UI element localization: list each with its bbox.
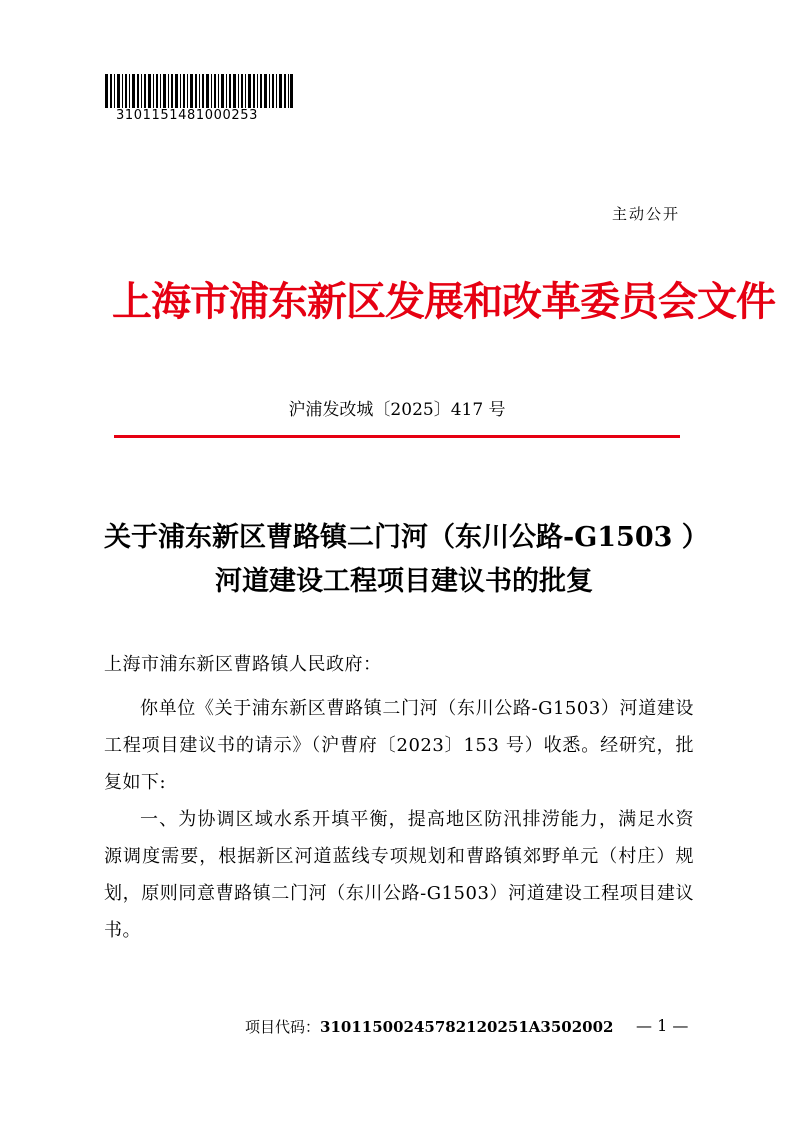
project-code	[245, 1016, 613, 1037]
body-paragraph-1: 你单位《关于浦东新区曹路镇二门河（东川公路-G1503）河道建设工程项目建议书的请示》（沪曹府〔2023〕153 号）收悉。经研究，批复如下:	[104, 698, 694, 793]
project-code-value: 31011500245782120251A3502002	[320, 1018, 614, 1036]
disclosure-label: 主动公开	[612, 205, 681, 223]
salutation: 上海市浦东新区曹路镇人民政府：	[104, 654, 382, 675]
document-title-line-1: 关于浦东新区曹路镇二门河（东川公路-G1503 ）	[104, 522, 709, 553]
issuing-authority-title: 上海市浦东新区发展和改革委员会文件	[112, 278, 775, 325]
document-title	[104, 516, 709, 604]
barcode-number: 3101151481000253	[116, 108, 258, 123]
document-number: 沪浦发改城〔2025〕417 号	[288, 400, 506, 420]
body-paragraph-2: 一、为协调区域水系开填平衡，提高地区防汛排涝能力，满足水资源调度需要，根据新区河道蓝线专项规划和曹路镇郊野单元（村庄）规划，原则同意曹路镇二门河（东川公路-G1503）河道建设工程项目建议书。	[104, 809, 694, 941]
page-number: — 1 —	[636, 1016, 689, 1035]
barcode-image	[105, 74, 293, 108]
project-code-label: 项目代码：	[245, 1018, 321, 1036]
red-divider-line	[114, 435, 680, 438]
document-title-line-2: 河道建设工程项目建议书的批复	[215, 566, 593, 597]
